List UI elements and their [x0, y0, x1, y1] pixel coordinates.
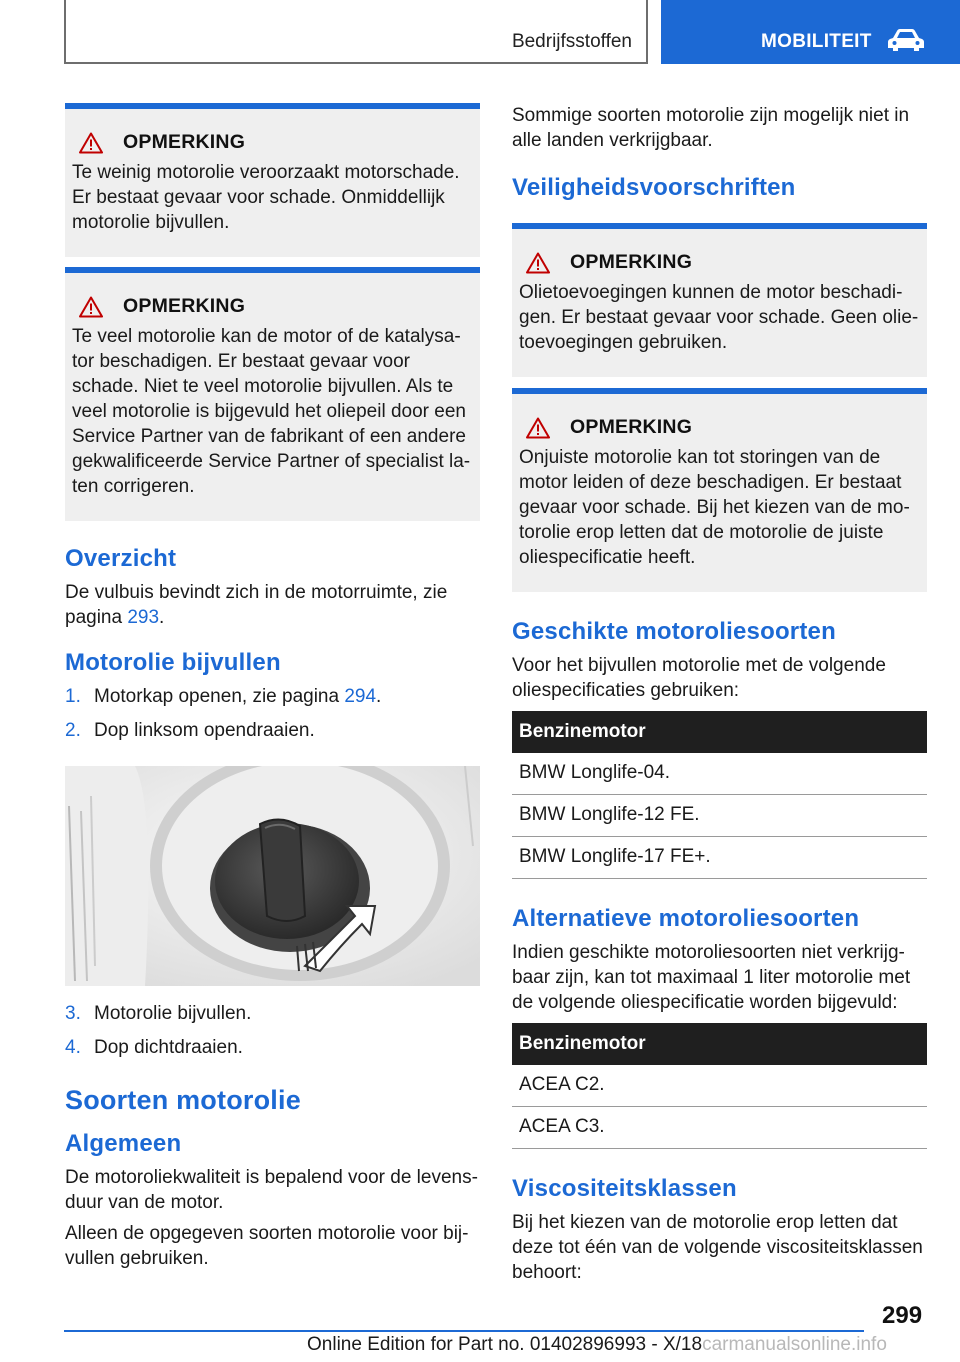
- refill-steps-list-continued: [65, 1001, 480, 1060]
- note-title: OPMERKING: [570, 251, 693, 273]
- section-heading-safety: Veiligheidsvoorschriften: [512, 174, 796, 201]
- page-link-294[interactable]: 294: [344, 686, 377, 707]
- left-column: [65, 103, 480, 1271]
- section-heading-oil-types: Soorten motorolie: [65, 1085, 301, 1115]
- table-row: [512, 795, 927, 837]
- oil-filler-cap-illustration: [65, 766, 480, 986]
- right-column: [512, 103, 927, 1285]
- list-item: [65, 1001, 480, 1026]
- warning-triangle-icon: [79, 132, 103, 154]
- step-number: 2.: [65, 720, 81, 741]
- footer-edition: [307, 1334, 887, 1356]
- note-title: OPMERKING: [123, 131, 246, 153]
- table-row: [512, 837, 927, 879]
- warning-note: [65, 267, 480, 521]
- section-heading-suitable: Geschikte motoroliesoorten: [512, 618, 836, 645]
- note-text: Te weinig motorolie veroorzaakt motorschade. Er bestaat gevaar voor schade. Onmiddellijk motorolie bijvullen.: [72, 162, 460, 233]
- table-cell: BMW Longlife-17 FE+.: [512, 837, 927, 879]
- header-chapter-title: MOBILITEIT: [761, 31, 872, 52]
- overview-body: De vulbuis bevindt zich in de motorruimte, zie pagina: [65, 582, 448, 628]
- table-cell: ACEA C3.: [512, 1107, 927, 1149]
- viscosity-text: Bij het kiezen van de motorolie erop letten dat deze tot één van de volgende viscositeitsklassen behoort:: [512, 1212, 923, 1283]
- step-text: Motorkap openen, zie pagina: [94, 686, 345, 707]
- table-cell: BMW Longlife-04.: [512, 753, 927, 795]
- suitable-text: Voor het bijvullen motorolie met de volgende oliespecificaties gebruiken:: [512, 655, 886, 701]
- step-number: 4.: [65, 1037, 81, 1058]
- table-cell: ACEA C2.: [512, 1065, 927, 1107]
- suitable-oils-table: [512, 711, 927, 879]
- page-link-293[interactable]: 293: [127, 607, 160, 628]
- step-suffix: .: [376, 686, 382, 707]
- alternative-oils-table: [512, 1023, 927, 1149]
- step-text: Motorolie bijvullen.: [94, 1003, 252, 1024]
- section-heading-viscosity: Viscositeitsklassen: [512, 1175, 737, 1202]
- intro-text: Sommige soorten motorolie zijn mogelijk niet in alle landen verkrijgbaar.: [512, 105, 910, 151]
- note-text: Onjuiste motorolie kan tot storingen van de motor leiden of deze beschadigen. Er bestaat gevaar voor schade. Bij het kiezen van de motorolie erop letten dat de motorolie de juiste oliespecificatie heeft.: [519, 447, 910, 568]
- header-section-title: Bedrijfsstoffen: [511, 31, 632, 52]
- warning-triangle-icon: [526, 417, 550, 439]
- warning-note: [65, 103, 480, 257]
- step-number: 3.: [65, 1003, 81, 1024]
- list-item: [65, 718, 480, 743]
- page-number: 299: [882, 1302, 923, 1329]
- section-heading-refill: Motorolie bijvullen: [65, 649, 281, 676]
- overview-suffix: .: [159, 607, 165, 628]
- warning-note: [512, 388, 927, 592]
- table-header: Benzinemotor: [512, 1023, 927, 1065]
- refill-steps-list: [65, 684, 480, 743]
- note-title: OPMERKING: [570, 416, 693, 438]
- footer-divider: [64, 1330, 864, 1332]
- header-chapter-tab[interactable]: [661, 0, 960, 64]
- note-text: Te veel motorolie kan de motor of de katalysator beschadigen. Er bestaat gevaar voor schade. Niet te veel motorolie bijvullen. Als te veel motorolie is bijgevuld het oliepeil door een Service Partner van de fabrikant of een andere gekwalificeerde Service Partner of specialist laten corrigeren.: [72, 326, 471, 497]
- warning-triangle-icon: [526, 252, 550, 274]
- table-row: [512, 1065, 927, 1107]
- general-text-2: Alleen de opgegeven soorten motorolie voor bijvullen gebruiken.: [65, 1223, 469, 1269]
- table-cell: BMW Longlife-12 FE.: [512, 795, 927, 837]
- list-item: [65, 1035, 480, 1060]
- table-header: Benzinemotor: [512, 711, 927, 753]
- step-text: Dop dichtdraaien.: [94, 1037, 243, 1058]
- car-icon: [887, 28, 925, 52]
- section-heading-alternative: Alternatieve motoroliesoorten: [512, 905, 860, 932]
- warning-triangle-icon: [79, 296, 103, 318]
- list-item: [65, 684, 480, 709]
- step-text: Dop linksom opendraaien.: [94, 720, 315, 741]
- section-heading-general: Algemeen: [65, 1130, 182, 1157]
- general-text-1: De motoroliekwaliteit is bepalend voor de levensduur van de motor.: [65, 1167, 478, 1213]
- footer-edition-text: Online Edition for Part no. 01402896993 - X/18: [307, 1334, 703, 1355]
- header-section-box: [64, 0, 648, 64]
- overview-text: [65, 580, 480, 630]
- note-title: OPMERKING: [123, 295, 246, 317]
- step-number: 1.: [65, 686, 81, 707]
- table-row: [512, 753, 927, 795]
- warning-note: [512, 223, 927, 377]
- table-row: [512, 1107, 927, 1149]
- watermark: carmanualsonline.info: [702, 1334, 887, 1355]
- note-text: Olietoevoegingen kunnen de motor beschadigen. Er bestaat gevaar voor schade. Geen olietoevoegingen gebruiken.: [519, 282, 919, 353]
- section-heading-overview: Overzicht: [65, 545, 177, 572]
- alternative-text: Indien geschikte motoroliesoorten niet verkrijgbaar zijn, kan tot maximaal 1 liter motorolie met de volgende oliespecificatie worden bijgevuld:: [512, 942, 911, 1013]
